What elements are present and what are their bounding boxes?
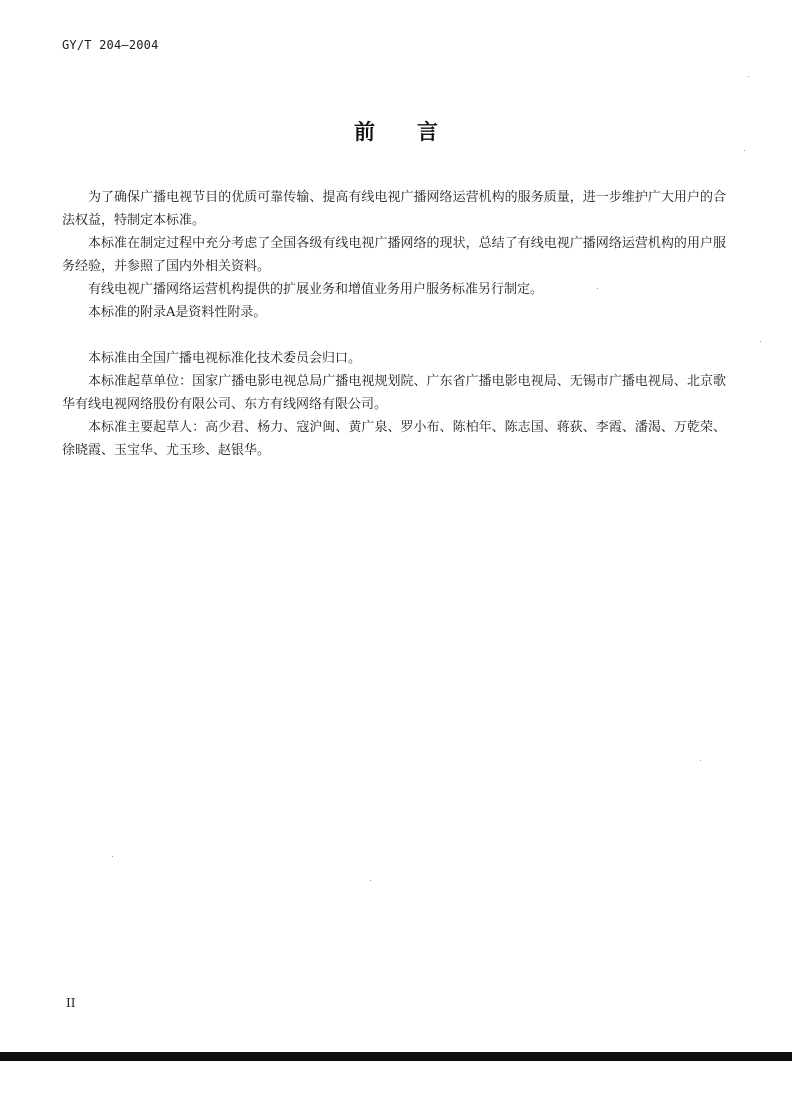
document-code: GY/T 204—2004	[62, 38, 159, 52]
paragraph-drafting-units: 本标准起草单位：国家广播电影电视总局广播电视规划院、广东省广播电影电视局、无锡市广播电视局、北京歌华有线电视网络股份有限公司、东方有线网络有限公司。	[62, 374, 726, 412]
paragraph-gap	[62, 324, 726, 347]
scan-speck	[760, 341, 761, 342]
scan-speck	[112, 856, 113, 857]
scan-speck	[370, 880, 371, 881]
paragraph-committee: 本标准由全国广播电视标准化技术委员会归口。	[88, 351, 362, 366]
paragraph-extended-services: 有线电视广播网络运营机构提供的扩展业务和增值业务用户服务标准另行制定。	[88, 282, 544, 297]
bottom-scan-bar	[0, 1052, 792, 1061]
scan-speck	[700, 760, 701, 761]
paragraph-background: 本标准在制定过程中充分考虑了全国各级有线电视广播网络的现状，总结了有线电视广播网络运营机构的用户服务经验，并参照了国内外相关资料。	[62, 236, 726, 274]
scan-speck	[748, 76, 749, 77]
paragraph-purpose: 为了确保广播电视节目的优质可靠传输、提高有线电视广播网络运营机构的服务质量，进一步维护广大用户的合法权益，特制定本标准。	[62, 190, 726, 228]
scan-speck	[744, 150, 745, 151]
foreword-body	[62, 186, 726, 462]
section-title-char-1: 前	[354, 120, 375, 144]
page-number: II	[66, 996, 76, 1010]
section-title	[0, 116, 792, 146]
paragraph-drafters: 本标准主要起草人：高少君、杨力、寇沪闽、黄广泉、罗小布、陈柏年、陈志国、蒋荻、李霞、潘渴、万乾荣、徐晓霞、玉宝华、尤玉珍、赵银华。	[62, 420, 726, 458]
paragraph-appendix-note: 本标准的附录A是资料性附录。	[88, 305, 267, 320]
section-title-char-2: 言	[417, 120, 438, 144]
scan-speck	[597, 288, 598, 289]
